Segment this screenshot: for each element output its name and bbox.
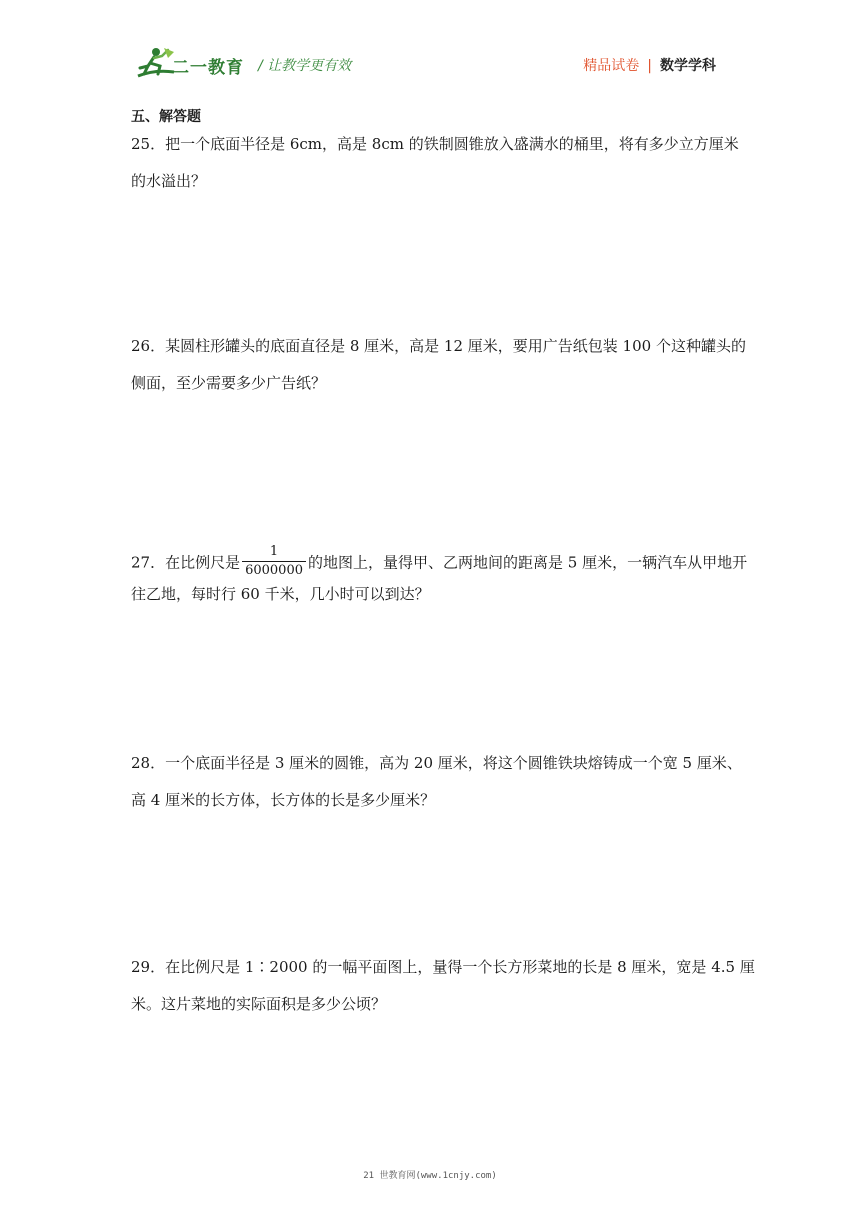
question-26-line-1: 26．某圆柱形罐头的底面直径是 8 厘米，高是 12 厘米，要用广告纸包装 100 个这种罐头的 xyxy=(131,337,746,355)
question-25-line-2: 的水溢出？ xyxy=(131,172,207,190)
slogan-text: / 让教学更有效 xyxy=(258,58,352,74)
question-27-text-after: 的地图上，量得甲、乙两地间的距离是 5 厘米，一辆汽车从甲地开 xyxy=(308,553,748,572)
header-separator: | xyxy=(647,58,652,74)
logo-text: 二一教育 xyxy=(172,58,244,78)
question-27-text-before: 27．在比例尺是 xyxy=(131,553,241,572)
question-29-line-2: 米。这片菜地的实际面积是多少公顷？ xyxy=(131,995,387,1013)
question-27-line-2: 往乙地，每时行 60 千米，几小时可以到达？ xyxy=(131,585,430,603)
question-27-line-1 xyxy=(131,546,747,581)
fraction-denominator: 6000000 xyxy=(245,563,303,578)
section-title: 五、解答题 xyxy=(131,109,201,125)
question-28-line-2: 高 4 厘米的长方体，长方体的长是多少厘米？ xyxy=(131,791,436,809)
page-header xyxy=(0,0,860,100)
question-28-line-1: 28．一个底面半径是 3 厘米的圆锥，高为 20 厘米，将这个圆锥铁块熔铸成一个宽 5 厘米、 xyxy=(131,754,742,772)
page-footer: 21 世教育网(www.1cnjy.com) xyxy=(363,1171,497,1181)
fraction-numerator: 1 xyxy=(242,544,306,562)
scale-fraction xyxy=(242,544,306,579)
subject-label: 数学学科 xyxy=(660,58,716,74)
question-25-line-1: 25．把一个底面半径是 6cm，高是 8cm 的铁制圆锥放入盛满水的桶里，将有多少立方厘米 xyxy=(131,135,739,153)
premium-paper-label: 精品试卷 xyxy=(583,58,640,74)
question-26-line-2: 侧面，至少需要多少广告纸？ xyxy=(131,374,327,392)
header-right xyxy=(583,55,716,75)
question-29-line-1: 29．在比例尺是 1∶2000 的一幅平面图上，量得一个长方形菜地的长是 8 厘米，宽是 4.5 厘 xyxy=(131,958,755,976)
